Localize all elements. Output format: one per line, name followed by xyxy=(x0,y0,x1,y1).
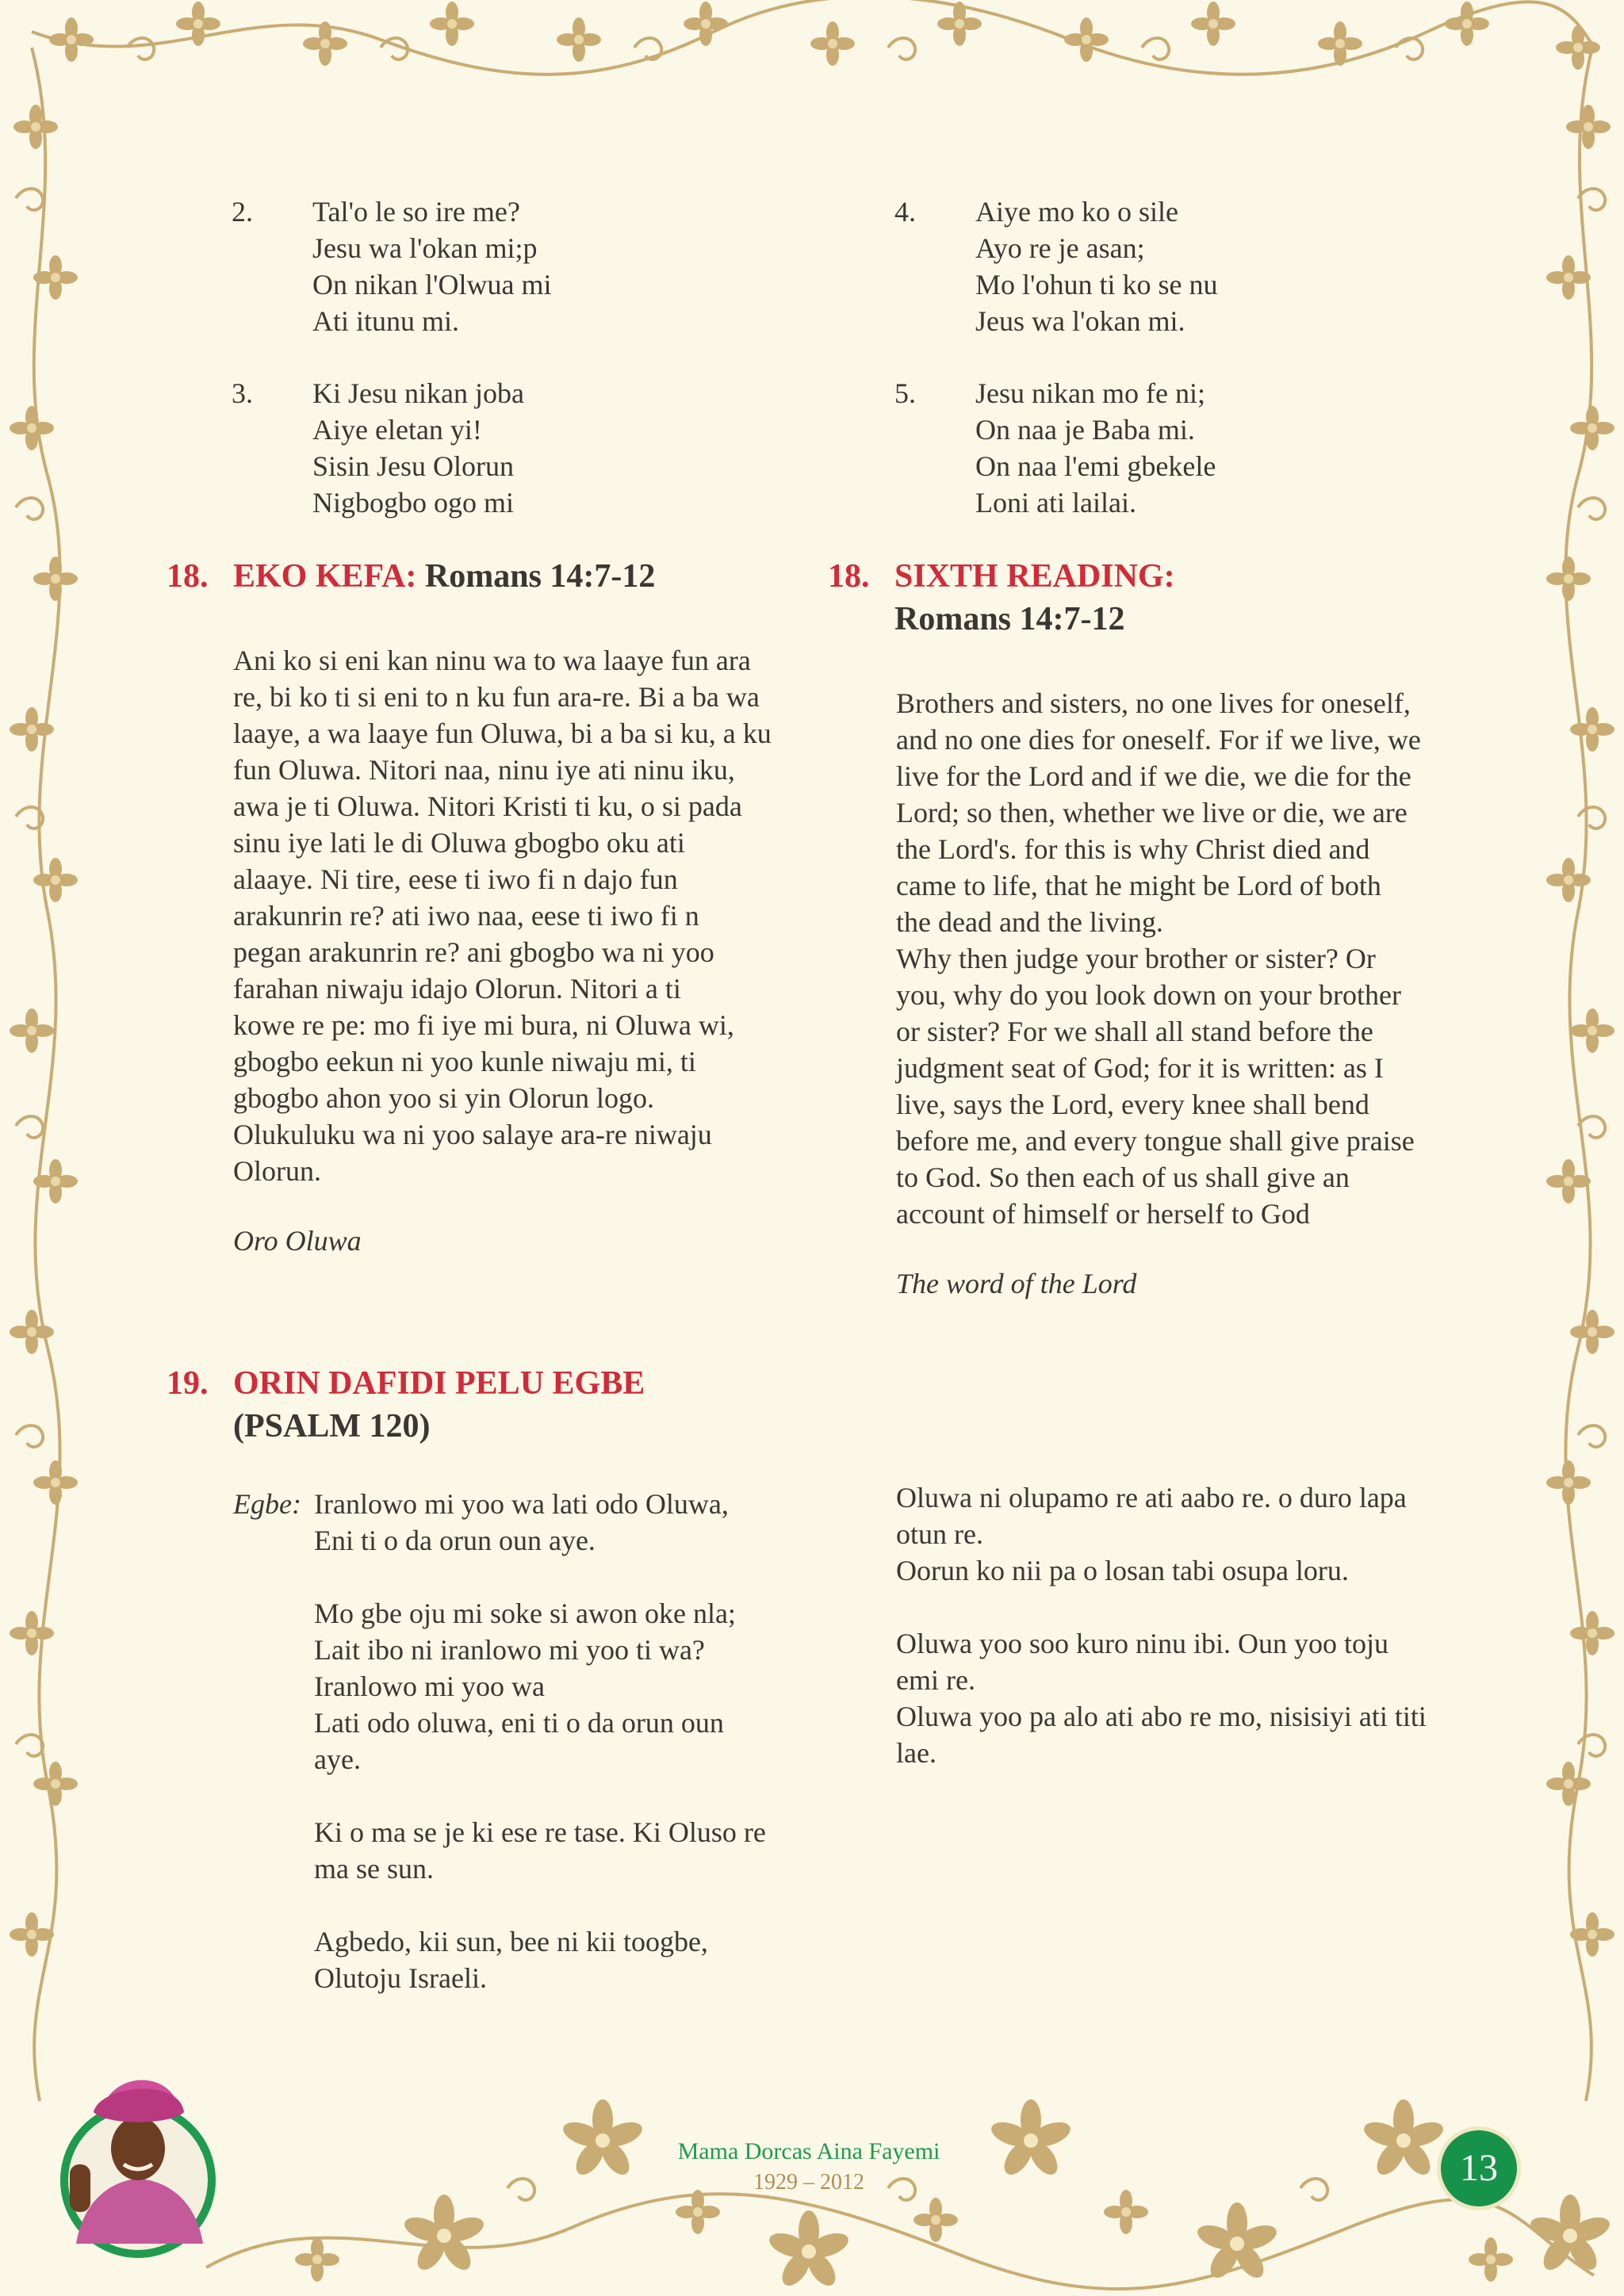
reading-line: before me, and every tongue shall give praise xyxy=(896,1125,1415,1157)
section-title: ORIN DAFIDI PELU EGBE xyxy=(233,1365,645,1402)
verse-line: Aiye eletan yi! xyxy=(312,414,482,446)
reading-line: Brothers and sisters, no one lives for oneself, xyxy=(896,687,1411,719)
page-number-badge: 13 xyxy=(1437,2126,1521,2210)
reading-line: gbogbo ahon yoo si yin Olorun logo. xyxy=(233,1082,654,1114)
psalm-line: otun re. xyxy=(896,1518,983,1550)
section-heading xyxy=(233,555,655,598)
reading-closing: The word of the Lord xyxy=(896,1268,1137,1299)
reading-line: Olorun. xyxy=(233,1155,321,1187)
verse-line: On naa l'emi gbekele xyxy=(975,450,1216,482)
verse-line: On naa je Baba mi. xyxy=(975,414,1195,446)
verse-line: Ki Jesu nikan joba xyxy=(312,377,524,409)
section-title: SIXTH READING: xyxy=(894,558,1175,595)
psalm-stanza xyxy=(314,1923,708,1996)
reading-body xyxy=(233,642,788,1189)
reading-line: farahan niwaju idajo Olorun. Nitori a ti xyxy=(233,973,681,1004)
psalm-line: Oluwa ni olupamo re ati aabo re. o duro lapa xyxy=(896,1482,1407,1513)
reading-line: Olukuluku wa ni yoo salaye ara-re niwaju xyxy=(233,1119,712,1150)
verse-line: Jeus wa l'okan mi. xyxy=(975,305,1185,337)
verse-number: 2. xyxy=(232,196,253,228)
psalm-line: lae. xyxy=(896,1737,936,1769)
section-title: EKO KEFA: xyxy=(233,558,417,595)
psalm-line: Ki o ma se je ki ese re tase. Ki Oluso re xyxy=(314,1816,766,1848)
psalm-stanza xyxy=(896,1625,1427,1771)
psalm-stanza xyxy=(314,1486,729,1559)
reading-line: the dead and the living. xyxy=(896,906,1163,938)
psalm-line: Oorun ko nii pa o losan tabi osupa loru. xyxy=(896,1555,1349,1586)
psalm-subtitle: (PSALM 120) xyxy=(233,1408,431,1445)
reading-line: Lord; so then, whether we live or die, we are xyxy=(896,797,1408,828)
reading-line: fun Oluwa. Nitori naa, ninu iye ati ninu iku, xyxy=(233,754,735,786)
psalm-line: Oluwa yoo pa alo ati abo re mo, nisisiyi ati titi xyxy=(896,1701,1427,1732)
psalm-stanza xyxy=(314,1814,766,1887)
psalm-stanza xyxy=(314,1595,736,1777)
verse-number: 5. xyxy=(894,377,916,409)
psalm-line: Lait ibo ni iranlowo mi yoo ti wa? xyxy=(314,1634,705,1666)
reading-line: laaye, a wa laaye fun Oluwa, bi a ba si ku, a ku xyxy=(233,718,772,749)
psalm-line: Iranlowo mi yoo wa xyxy=(314,1670,545,1702)
reading-line: Why then judge your brother or sister? Or xyxy=(896,943,1376,974)
verse-number: 4. xyxy=(894,196,916,228)
section-number: 18. xyxy=(828,558,870,595)
verse-line: Ayo re je asan; xyxy=(975,232,1145,264)
scripture-reference: Romans 14:7-12 xyxy=(894,601,1125,637)
reading-line: pegan arakunrin re? ani gbogbo wa ni yoo xyxy=(233,936,714,968)
reading-line: sinu iye lati le di Oluwa gbogbo oku ati xyxy=(233,827,685,859)
verse-text xyxy=(975,193,1218,339)
reading-line: you, why do you look down on your brother xyxy=(896,979,1401,1011)
verse-text xyxy=(312,375,524,521)
section-number: 19. xyxy=(167,1365,209,1402)
verse-line: Loni ati lailai. xyxy=(975,487,1136,519)
reading-line: account of himself or herself to God xyxy=(896,1198,1310,1230)
reading-line: arakunrin re? ati iwo naa, eese ti iwo fi n xyxy=(233,900,699,932)
psalm-line: emi re. xyxy=(896,1664,975,1696)
reading-line: or sister? For we shall all stand before the xyxy=(896,1016,1373,1047)
reading-line: kowe re pe: mo fi iye mi bura, ni Oluwa wi, xyxy=(233,1009,734,1041)
psalm-line: Agbedo, kii sun, bee ni kii toogbe, xyxy=(314,1926,708,1957)
verse-line: Jesu nikan mo fe ni; xyxy=(975,377,1205,409)
scripture-reference: Romans 14:7-12 xyxy=(424,558,656,595)
psalm-stanza xyxy=(896,1479,1407,1589)
reading-body xyxy=(896,685,1461,1232)
verse-text xyxy=(975,375,1216,521)
reading-line: judgment seat of God; for it is written: as I xyxy=(896,1052,1384,1084)
memorial-name: Mama Dorcas Aina Fayemi xyxy=(677,2138,940,2164)
memorial-years: 1929 – 2012 xyxy=(753,2170,864,2195)
verse-number: 3. xyxy=(232,377,253,409)
reading-line: awa je ti Oluwa. Nitori Kristi ti ku, o si pada xyxy=(233,790,742,822)
reading-line: and no one dies for oneself. For if we live, we xyxy=(896,724,1421,756)
reading-line: gbogbo eekun ni yoo kunle niwaju mi, ti xyxy=(233,1046,696,1077)
reading-line: live, says the Lord, every knee shall bend xyxy=(896,1089,1369,1120)
psalm-line: Lati odo oluwa, eni ti o da orun oun xyxy=(314,1707,724,1739)
verse-line: Ati itunu mi. xyxy=(312,305,460,337)
psalm-line: ma se sun. xyxy=(314,1853,434,1885)
psalm-line: aye. xyxy=(314,1743,361,1775)
memorial-portrait xyxy=(52,2045,224,2260)
verse-line: On nikan l'Olwua mi xyxy=(312,269,552,300)
reading-line: to God. So then each of us shall give an xyxy=(896,1161,1350,1193)
reading-line: Ani ko si eni kan ninu wa to wa laaye fun ara xyxy=(233,645,751,676)
psalm-line: Iranlowo mi yoo wa lati odo Oluwa, xyxy=(314,1488,729,1520)
section-number: 18. xyxy=(167,558,209,595)
reading-line: the Lord's. for this is why Christ died and xyxy=(896,833,1370,865)
verse-text xyxy=(312,193,551,339)
reading-line: came to life, that he might be Lord of both xyxy=(896,870,1381,901)
verse-line: Aiye mo ko o sile xyxy=(975,196,1178,228)
reading-line: live for the Lord and if we die, we die for the xyxy=(896,760,1411,792)
verse-line: Nigbogbo ogo mi xyxy=(312,487,515,519)
reading-line: re, bi ko ti si eni to n ku fun ara-re. Bi a ba wa xyxy=(233,681,760,713)
reading-closing: Oro Oluwa xyxy=(233,1225,362,1257)
verse-line: Jesu wa l'okan mi;p xyxy=(312,232,538,264)
psalm-line: Olutoju Israeli. xyxy=(314,1962,487,1994)
psalm-line: Oluwa yoo soo kuro ninu ibi. Oun yoo toju xyxy=(896,1628,1388,1659)
reading-line: alaaye. Ni tire, eese ti iwo fi n dajo fun xyxy=(233,863,678,895)
psalm-line: Eni ti o da orun oun aye. xyxy=(314,1525,596,1556)
refrain-label: Egbe: xyxy=(233,1488,301,1520)
verse-line: Sisin Jesu Olorun xyxy=(312,450,515,482)
verse-line: Tal'o le so ire me? xyxy=(312,196,520,228)
psalm-line: Mo gbe oju mi soke si awon oke nla; xyxy=(314,1598,736,1629)
verse-line: Mo l'ohun ti ko se nu xyxy=(975,269,1218,300)
